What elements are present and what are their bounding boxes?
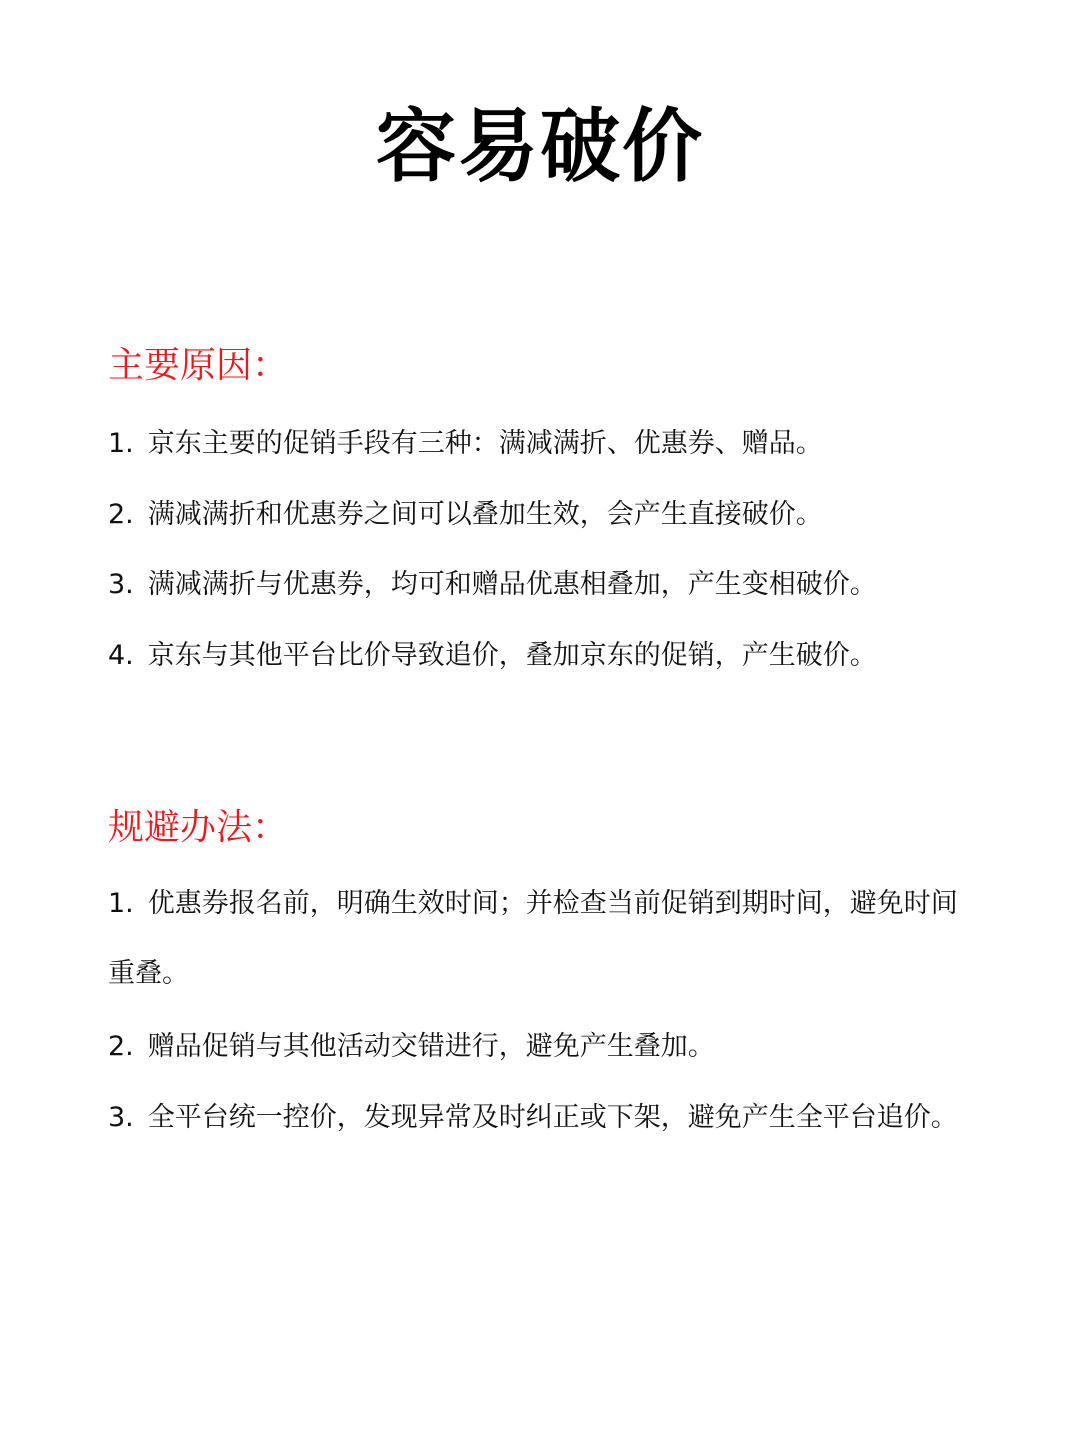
list-item — [108, 567, 968, 603]
item-text: 满减满折与优惠券，均可和赠品优惠相叠加，产生变相破价。 — [147, 569, 877, 600]
item-text: 满减满折和优惠券之间可以叠加生效，会产生直接破价。 — [147, 499, 823, 530]
page-title: 容易破价 — [376, 100, 704, 193]
list-item — [108, 426, 968, 462]
item-number: 1. — [108, 888, 134, 919]
item-number: 1. — [108, 428, 134, 459]
item-number: 2. — [108, 499, 134, 530]
item-number: 4. — [108, 640, 134, 671]
item-text: 赠品促销与其他活动交错进行，避免产生叠加。 — [147, 1031, 715, 1062]
item-number: 3. — [108, 569, 134, 600]
list-item — [108, 638, 968, 674]
list-item — [108, 869, 968, 1009]
section-heading-methods: 规避办法： — [108, 807, 289, 848]
section-heading-reasons: 主要原因： — [108, 345, 289, 386]
list-item — [108, 497, 968, 533]
item-number: 3. — [108, 1102, 134, 1133]
item-text: 京东与其他平台比价导致追价，叠加京东的促销，产生破价。 — [147, 640, 877, 671]
item-text: 优惠券报名前，明确生效时间；并检查当前促销到期时间，避免时间重叠。 — [108, 888, 958, 989]
item-text: 京东主要的促销手段有三种：满减满折、优惠券、赠品。 — [147, 428, 823, 459]
item-text: 全平台统一控价，发现异常及时纠正或下架，避免产生全平台追价。 — [147, 1102, 958, 1133]
list-item — [108, 1029, 968, 1065]
item-number: 2. — [108, 1031, 134, 1062]
list-item — [108, 1083, 968, 1153]
